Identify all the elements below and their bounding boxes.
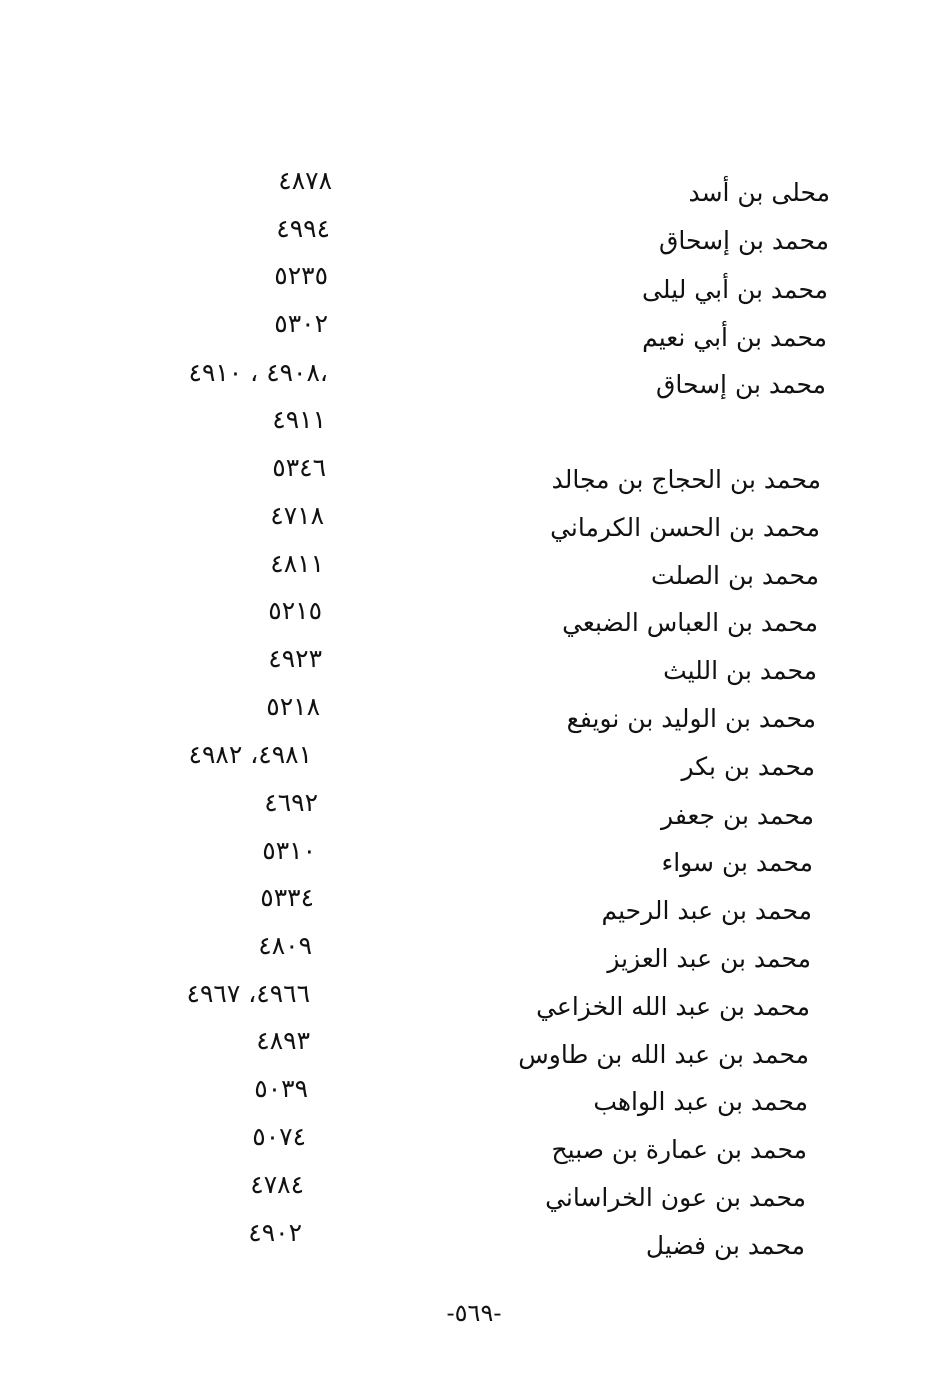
entry-name: محمد بن عبد الله الخزاعي <box>536 992 810 1021</box>
entry-refs: ٤٩٦٦، ٤٩٦٧ <box>186 979 310 1008</box>
entry-name: محمد بن أبي ليلى <box>642 275 828 304</box>
entry-name: محمد بن عبد الواهب <box>593 1087 808 1116</box>
entry-refs: ٥٣٠٢ <box>274 309 328 338</box>
entry-refs: ٥٢١٥ <box>268 596 322 625</box>
entry-name: محمد بن سواء <box>661 848 813 877</box>
entry-name: محمد بن الليث <box>663 656 817 685</box>
entry-name: محمد بن عمارة بن صبيح <box>551 1135 807 1164</box>
entry-refs: ٤٩١١ <box>272 405 326 434</box>
entry-refs: ٤٧٨٤ <box>250 1170 304 1199</box>
entry-refs: ٤٩٠٨ ، ٤٩١٠، <box>188 358 328 387</box>
entry-name: محمد بن إسحاق <box>658 226 829 255</box>
entry-refs: ٤٩٩٤ <box>276 214 330 243</box>
entry-refs: ٥٣٤٦ <box>272 453 326 482</box>
entry-refs: ٥٣١٠ <box>262 836 316 865</box>
entry-refs: ٤٦٩٢ <box>264 788 318 817</box>
entry-refs: ٤٩٨١، ٤٩٨٢ <box>188 740 312 769</box>
entry-name: محمد بن أبي نعيم <box>642 323 827 352</box>
entry-name: محمد بن عبد الرحيم <box>601 896 812 925</box>
entry-name: محمد بن الحجاج بن مجالد <box>551 465 821 494</box>
entry-name: محمد بن عبد الله بن طاوس <box>518 1040 809 1069</box>
entry-name: محمد بن جعفر <box>661 801 814 830</box>
entry-refs: ٥٠٣٩ <box>254 1074 308 1103</box>
entry-name: محمد بن عون الخراساني <box>545 1183 806 1212</box>
entry-name: محمد بن إسحاق <box>655 370 826 399</box>
entry-refs: ٥٠٧٤ <box>252 1122 306 1151</box>
page-number: -٥٦٩- <box>446 1299 502 1327</box>
entry-refs: ٤٩٢٣ <box>268 644 322 673</box>
entry-refs: ٥٢١٨ <box>266 692 320 721</box>
entry-refs: ٤٩٠٢ <box>248 1218 302 1247</box>
entry-refs: ٤٨٧٨ <box>278 166 332 195</box>
entry-name: محلى بن أسد <box>688 178 830 207</box>
entry-refs: ٤٨٩٣ <box>256 1026 310 1055</box>
entry-refs: ٤٧١٨ <box>270 501 324 530</box>
entry-name: محمد بن العباس الضبعي <box>562 608 818 637</box>
entry-name: محمد بن فضيل <box>645 1231 805 1260</box>
entry-name: محمد بن الصلت <box>650 561 819 590</box>
entry-refs: ٥٢٣٥ <box>274 261 328 290</box>
entry-name: محمد بن الحسن الكرماني <box>550 513 820 542</box>
entry-refs: ٤٨١١ <box>270 549 324 578</box>
entry-name: محمد بن الوليد بن نويفع <box>566 704 816 733</box>
entry-refs: ٤٨٠٩ <box>258 931 312 960</box>
entry-refs: ٥٣٣٤ <box>260 883 314 912</box>
entry-name: محمد بن عبد العزيز <box>607 944 811 973</box>
entry-name: محمد بن بكر <box>681 752 815 781</box>
